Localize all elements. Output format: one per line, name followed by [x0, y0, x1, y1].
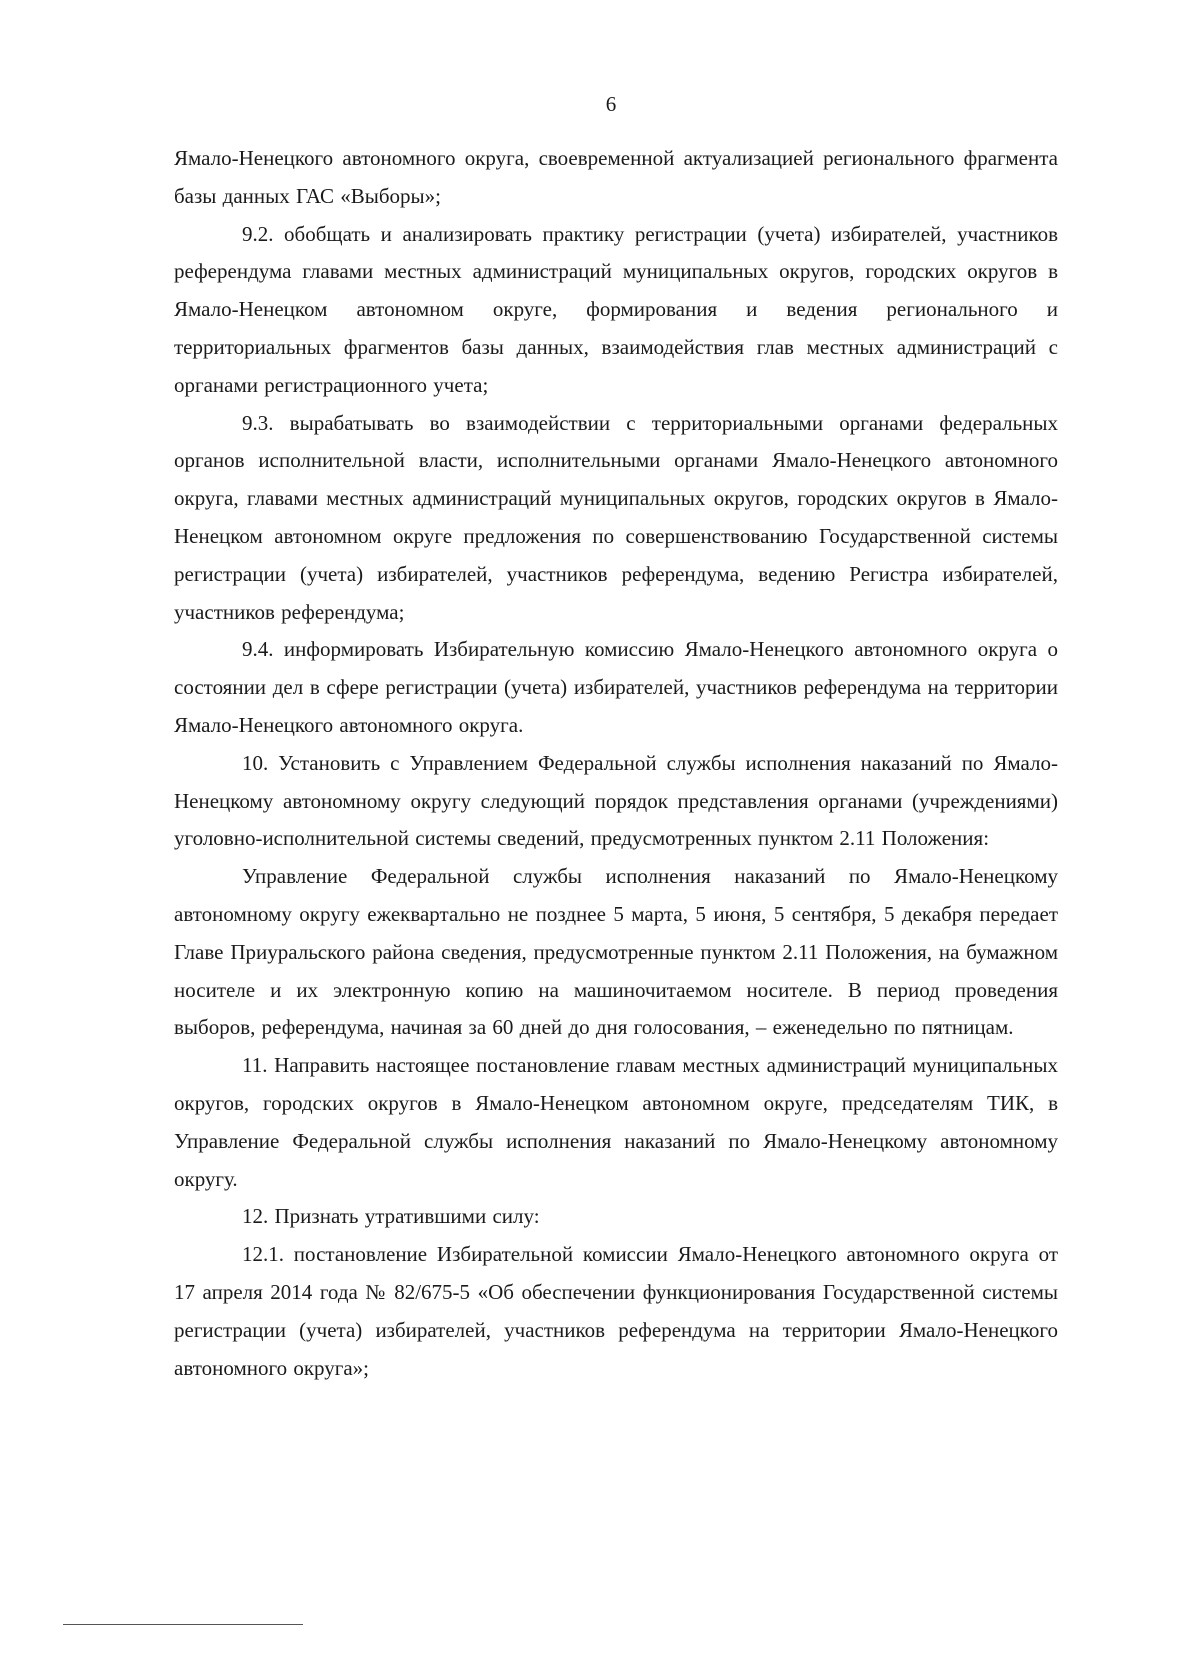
document-body	[174, 140, 1058, 1387]
paragraph-12-1: 12.1. постановление Избирательной комиссии Ямало-Ненецкого автономного округа от 17 апреля 2014 года № 82/675-5 «Об обеспечении функционирования Государственной системы регистрации (учета) избирателей, участников референдума на территории Ямало-Ненецкого автономного округа»;	[174, 1242, 1058, 1380]
paragraph-12: 12. Признать утратившими силу:	[242, 1204, 540, 1229]
page-number: 6	[605, 92, 617, 116]
paragraph-9-2: 9.2. обобщать и анализировать практику регистрации (учета) избирателей, участников референдума главами местных администраций муниципальных округов, городских округов в Ямало-Ненецком автономном округе, формирования и ведения регионального и территориальных фрагментов базы данных, взаимодействия глав местных администраций с органами регистрационного учета;	[174, 221, 1058, 397]
paragraph-9-3: 9.3. вырабатывать во взаимодействии с территориальными органами федеральных органов исполнительной власти, исполнительными органами Ямало-Ненецкого автономного округа, главами местных администраций муниципальных округов, городских округов в Ямало-Ненецком автономном округе предложения по совершенствованию Государственной системы регистрации (учета) избирателей, участников референдума, ведению Регистра избирателей, участников референдума;	[174, 410, 1058, 624]
paragraph-10: 10. Установить с Управлением Федеральной службы исполнения наказаний по Ямало-Ненецкому автономному округу следующий порядок представления органами (учреждениями) уголовно-исполнительной системы сведений, предусмотренных пунктом 2.11 Положения:	[174, 750, 1058, 851]
paragraph-9-4: 9.4. информировать Избирательную комиссию Ямало-Ненецкого автономного округа о состоянии дел в сфере регистрации (учета) избирателей, участников референдума на территории Ямало-Ненецкого автономного округа.	[174, 637, 1058, 737]
paragraph-11: 11. Направить настоящее постановление главам местных администраций муниципальных округов, городских округов в Ямало-Ненецком автономном округе, председателям ТИК, в Управление Федеральной службы исполнения наказаний по Ямало-Ненецкому автономному округу.	[174, 1053, 1058, 1191]
footnote-divider	[63, 1624, 303, 1625]
paragraph-continuation: Ямало-Ненецкого автономного округа, своевременной актуализацией регионального фрагмента базы данных ГАС «Выборы»;	[174, 146, 1058, 208]
paragraph-10-procedure: Управление Федеральной службы исполнения наказаний по Ямало-Ненецкому автономному округу ежеквартально не позднее 5 марта, 5 июня, 5 сентября, 5 декабря передает Главе Приуральского района сведения, предусмотренные пунктом 2.11 Положения, на бумажном носителе и их электронную копию на машиночитаемом носителе. В период проведения выборов, референдума, начиная за 60 дней до дня голосования, – еженедельно по пятницам.	[174, 864, 1058, 1040]
